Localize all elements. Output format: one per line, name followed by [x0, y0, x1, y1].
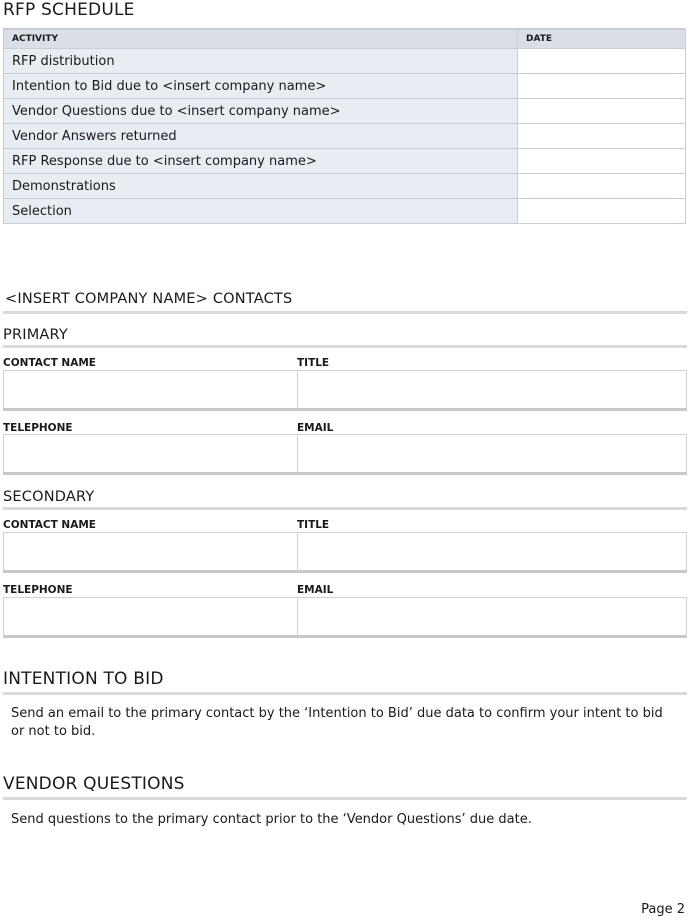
primary-email-field[interactable]	[297, 434, 687, 473]
date-cell[interactable]	[518, 74, 686, 99]
table-row	[4, 99, 686, 124]
date-cell[interactable]	[518, 174, 686, 199]
date-cell[interactable]	[518, 99, 686, 124]
activity-cell: RFP Response due to <insert company name>	[4, 149, 518, 174]
column-header-activity: ACTIVITY	[4, 29, 518, 49]
contacts-title: <INSERT COMPANY NAME> CONTACTS	[5, 291, 293, 307]
activity-cell: Intention to Bid due to <insert company name>	[4, 74, 518, 99]
primary-title-label: TITLE	[297, 357, 330, 369]
secondary-title-field[interactable]	[297, 532, 687, 571]
date-cell[interactable]	[518, 199, 686, 224]
activity-cell: Demonstrations	[4, 174, 518, 199]
table-row	[4, 149, 686, 174]
secondary-row2-divider	[3, 635, 687, 638]
date-cell[interactable]	[518, 149, 686, 174]
contacts-title-divider	[3, 311, 687, 314]
table-row	[4, 74, 686, 99]
vendor-questions-title: VENDOR QUESTIONS	[3, 774, 185, 794]
primary-contact-name-field[interactable]	[3, 370, 298, 409]
page-number: Page 2	[641, 902, 685, 917]
activity-cell: Selection	[4, 199, 518, 224]
schedule-table	[3, 28, 686, 224]
activity-cell: Vendor Answers returned	[4, 124, 518, 149]
intention-title: INTENTION TO BID	[3, 669, 164, 689]
primary-row1-divider	[3, 408, 687, 411]
schedule-header-row	[4, 29, 686, 49]
primary-email-label: EMAIL	[297, 422, 334, 434]
secondary-email-field[interactable]	[297, 597, 687, 636]
table-row	[4, 199, 686, 224]
secondary-telephone-label: TELEPHONE	[3, 584, 73, 596]
secondary-contact-name-field[interactable]	[3, 532, 298, 571]
primary-heading: PRIMARY	[3, 327, 68, 343]
date-cell[interactable]	[518, 49, 686, 74]
vendor-questions-divider	[3, 797, 687, 800]
primary-divider	[3, 345, 687, 348]
activity-cell: RFP distribution	[4, 49, 518, 74]
secondary-telephone-field[interactable]	[3, 597, 298, 636]
secondary-title-label: TITLE	[297, 519, 330, 531]
primary-telephone-field[interactable]	[3, 434, 298, 473]
secondary-row1-divider	[3, 570, 687, 573]
table-row	[4, 49, 686, 74]
primary-title-field[interactable]	[297, 370, 687, 409]
secondary-heading: SECONDARY	[3, 489, 95, 505]
date-cell[interactable]	[518, 124, 686, 149]
activity-cell: Vendor Questions due to <insert company name>	[4, 99, 518, 124]
secondary-divider	[3, 507, 687, 510]
primary-telephone-label: TELEPHONE	[3, 422, 73, 434]
primary-contact-name-label: CONTACT NAME	[3, 357, 96, 369]
column-header-date: DATE	[518, 29, 686, 49]
table-row	[4, 174, 686, 199]
vendor-questions-body: Send questions to the primary contact prior to the ‘Vendor Questions’ due date.	[11, 812, 532, 827]
intention-body: Send an email to the primary contact by the ‘Intention to Bid’ due data to confirm your intent to bid or not to bid.	[11, 706, 663, 739]
schedule-title: RFP SCHEDULE	[3, 0, 135, 20]
intention-divider	[3, 692, 687, 695]
secondary-email-label: EMAIL	[297, 584, 334, 596]
primary-row2-divider	[3, 472, 687, 475]
secondary-contact-name-label: CONTACT NAME	[3, 519, 96, 531]
table-row	[4, 124, 686, 149]
